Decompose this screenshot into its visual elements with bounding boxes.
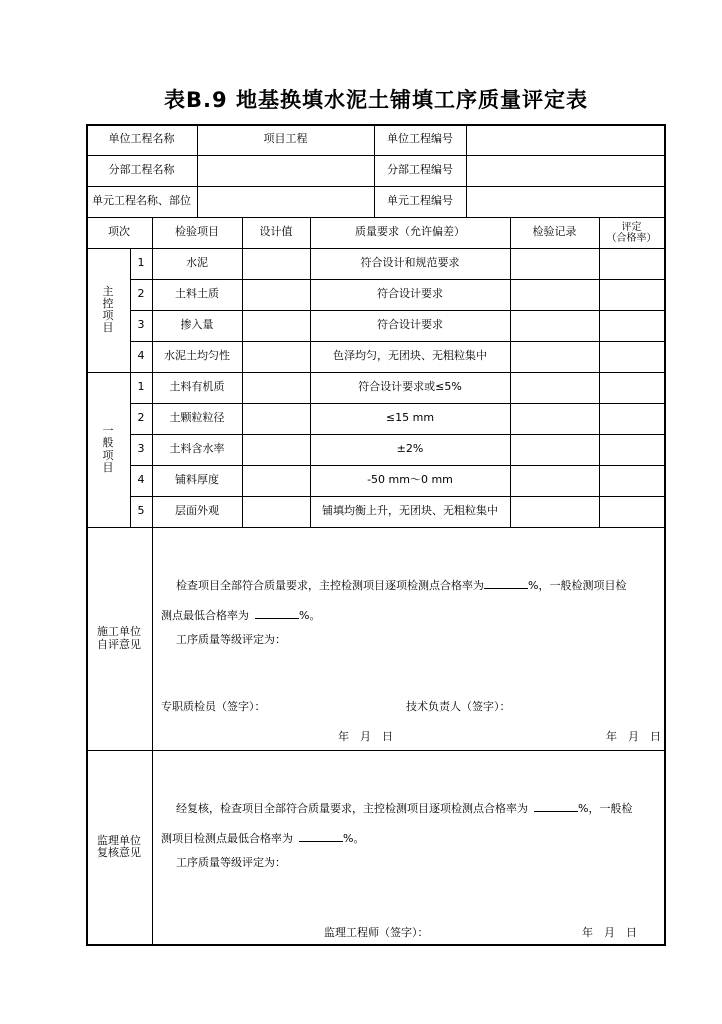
general-item-name: 土料含水率	[169, 442, 225, 456]
general-item-requirement: ±2%	[396, 442, 424, 456]
general-item-name: 铺料厚度	[175, 473, 219, 487]
element-project-name-value[interactable]	[197, 186, 374, 217]
main-item-requirement: 符合设计要求	[377, 287, 443, 301]
main-item-name: 土料土质	[175, 287, 219, 301]
general-item-requirement: 符合设计要求或≤5%	[358, 380, 462, 394]
page-title: 表B.9 地基换填水泥土铺填工序质量评定表	[164, 88, 588, 112]
main-item-no: 4	[137, 349, 145, 363]
main-control-items-label	[86, 248, 130, 372]
supervision-text2: 测项目检测点最低合格率为	[161, 832, 293, 845]
main-item-no: 2	[137, 287, 145, 301]
construction-date-left: 年 月 日	[338, 730, 393, 743]
supervision-general-pass-rate-blank[interactable]	[299, 831, 343, 842]
general-item-name: 土料有机质	[169, 380, 225, 394]
main-label-char: 控	[102, 296, 114, 310]
supervision-text-line1	[176, 800, 632, 816]
evaluation-table	[86, 124, 666, 946]
unit-project-code-label: 单位工程编号	[387, 132, 453, 146]
main-label-char: 目	[102, 321, 114, 335]
sub-project-name-value[interactable]	[197, 155, 374, 186]
general-item-requirement: 铺填均衡上升，无团块、无粗粒集中	[322, 504, 498, 518]
col-quality-requirement: 质量要求（允许偏差）	[355, 225, 465, 239]
general-item-requirement: ≤15 mm	[385, 411, 435, 425]
sub-project-code-value[interactable]	[466, 155, 664, 186]
col-design-value: 设计值	[259, 225, 293, 239]
element-project-code-label: 单元工程编号	[387, 194, 453, 208]
supervision-text1: 经复核，检查项目全部符合质量要求，主控检测项目逐项检测点合格率为	[176, 802, 528, 815]
construction-grade: 工序质量等级评定为：	[176, 633, 286, 646]
main-item-requirement: 符合设计和规范要求	[360, 256, 460, 270]
construction-tech-lead-signature: 技术负责人（签字）：	[406, 700, 511, 713]
construction-text-line1	[176, 577, 626, 593]
construction-text2-end: %。	[299, 609, 321, 622]
col-grade	[599, 217, 664, 248]
main-item-no: 3	[137, 318, 145, 332]
main-label-char: 项	[102, 309, 114, 322]
main-item-name: 水泥土均匀性	[164, 349, 230, 363]
general-item-no: 4	[137, 473, 145, 487]
supervision-engineer-signature: 监理工程师（签字）：	[324, 926, 429, 939]
construction-text1: 检查项目全部符合质量要求，主控检测项目逐项检测点合格率为	[176, 579, 484, 592]
col-grade-line2: （合格率）	[606, 232, 657, 244]
construction-label-line1: 施工单位	[97, 625, 141, 639]
supervision-main-pass-rate-blank[interactable]	[534, 801, 578, 812]
sub-project-code-label: 分部工程编号	[387, 163, 453, 177]
supervision-text-line2	[161, 830, 364, 846]
general-items-label	[86, 372, 130, 527]
col-item-no: 项次	[108, 225, 130, 239]
construction-inspector-signature: 专职质检员（签字）：	[161, 700, 266, 713]
main-item-name: 掺入量	[180, 318, 214, 332]
general-item-requirement: -50 mm～0 mm	[367, 473, 453, 487]
main-item-requirement: 符合设计要求	[377, 318, 443, 332]
general-label-char: 般	[102, 436, 114, 450]
construction-text-line2	[161, 607, 320, 623]
main-pass-rate-blank[interactable]	[484, 578, 528, 589]
unit-project-name-label: 单位工程名称	[108, 132, 175, 146]
supervision-label-line2: 复核意见	[97, 846, 141, 859]
general-pass-rate-blank[interactable]	[255, 608, 299, 619]
general-label-char: 项	[102, 448, 114, 462]
construction-text1-end: %，一般检测项目检	[528, 579, 627, 592]
general-item-name: 层面外观	[175, 504, 219, 518]
unit-project-name-value[interactable]: 项目工程	[263, 132, 308, 146]
unit-project-code-value[interactable]	[466, 124, 664, 155]
supervision-grade: 工序质量等级评定为：	[176, 856, 286, 869]
general-item-no: 1	[137, 380, 145, 394]
col-inspection-record: 检验记录	[532, 225, 577, 239]
construction-opinion-label	[86, 527, 152, 750]
main-item-name: 水泥	[186, 256, 208, 270]
main-item-no: 1	[137, 256, 145, 270]
general-label-char: 一	[102, 424, 114, 438]
main-item-requirement: 色泽均匀，无团块、无粗粒集中	[333, 349, 487, 363]
col-check-item: 检验项目	[175, 225, 219, 239]
general-item-name: 土颗粒粒径	[169, 411, 225, 425]
supervision-label-line1: 监理单位	[97, 833, 141, 847]
general-item-no: 5	[137, 504, 145, 518]
sub-project-name-label: 分部工程名称	[108, 163, 175, 177]
construction-label-line2: 自评意见	[97, 637, 141, 651]
construction-text2: 测点最低合格率为	[161, 609, 249, 622]
supervision-date: 年 月 日	[582, 926, 637, 939]
general-item-no: 2	[137, 411, 145, 425]
element-project-code-value[interactable]	[466, 186, 664, 217]
col-grade-line1: 评定	[621, 221, 642, 233]
main-label-char: 主	[102, 284, 114, 298]
general-label-char: 目	[102, 460, 114, 474]
construction-date-right: 年 月 日	[606, 730, 661, 743]
supervision-text2-end: %。	[343, 832, 365, 845]
general-item-no: 3	[137, 442, 145, 456]
element-project-name-label: 单元工程名称、部位	[92, 194, 191, 208]
supervision-text1-end: %，一般检	[578, 802, 633, 815]
supervision-opinion-label	[86, 750, 152, 944]
